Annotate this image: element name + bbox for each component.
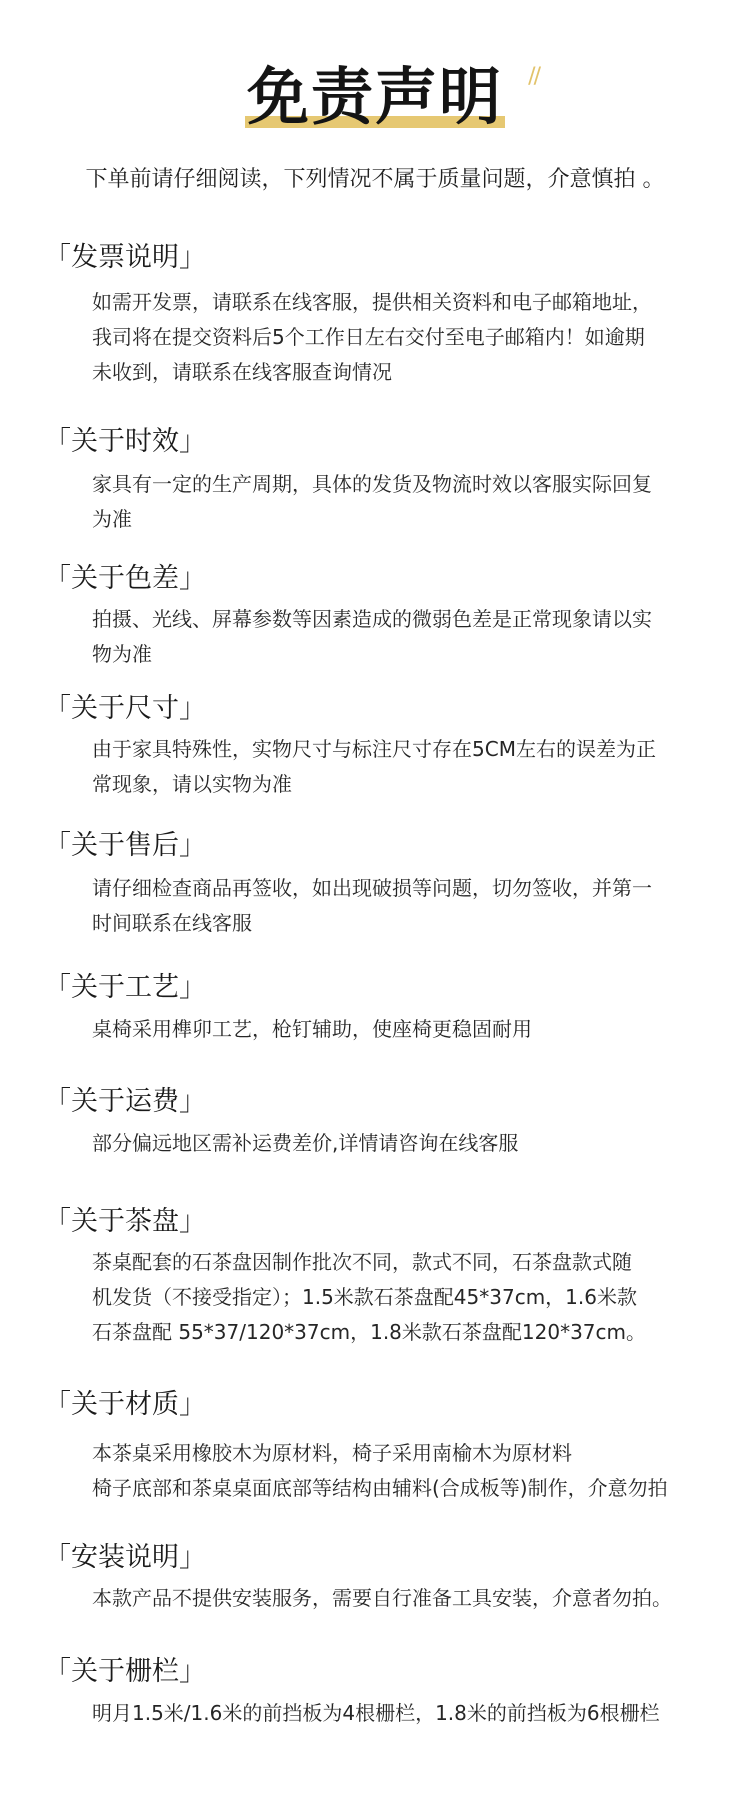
section-heading: 「关于运费」 bbox=[44, 1086, 206, 1117]
section-heading: 「关于售后」 bbox=[44, 830, 206, 861]
section-body bbox=[92, 1126, 712, 1161]
body-line: 为准 bbox=[92, 507, 132, 531]
page-title-text: 免责声明 bbox=[246, 60, 503, 133]
body-line: 我司将在提交资料后5个工作日左右交付至电子邮箱内！如逾期 bbox=[92, 325, 645, 349]
body-line: 明月1.5米/1.6米的前挡板为4根栅栏，1.8米的前挡板为6根栅栏 bbox=[92, 1701, 660, 1725]
title-area bbox=[0, 60, 750, 134]
body-line: 部分偏远地区需补运费差价,详情请咨询在线客服 bbox=[92, 1131, 519, 1155]
body-line: 未收到，请联系在线客服查询情况 bbox=[92, 360, 392, 384]
section-heading: 「关于茶盘」 bbox=[44, 1206, 206, 1237]
section-body bbox=[92, 1245, 712, 1350]
section-body bbox=[92, 1581, 712, 1616]
body-line: 时间联系在线客服 bbox=[92, 911, 252, 935]
body-line: 如需开发票，请联系在线客服，提供相关资料和电子邮箱地址， bbox=[92, 290, 652, 314]
body-line: 常现象，请以实物为准 bbox=[92, 772, 292, 796]
section-body bbox=[92, 1696, 712, 1731]
section-heading: 「关于色差」 bbox=[44, 563, 206, 594]
body-line: 本款产品不提供安装服务，需要自行准备工具安装，介意者勿拍。 bbox=[92, 1586, 672, 1610]
section-body bbox=[92, 732, 712, 802]
title-slash-decoration: // bbox=[528, 64, 539, 89]
body-line: 机发货（不接受指定）；1.5米款石茶盘配45*37cm，1.6米款 bbox=[92, 1285, 637, 1309]
section-body bbox=[92, 285, 712, 390]
body-line: 请仔细检查商品再签收，如出现破损等问题，切勿签收，并第一 bbox=[92, 876, 652, 900]
body-line: 由于家具特殊性，实物尺寸与标注尺寸存在5CM左右的误差为正 bbox=[92, 737, 656, 761]
body-line: 本茶桌采用橡胶木为原材料，椅子采用南榆木为原材料 bbox=[92, 1441, 572, 1465]
section-heading: 「关于尺寸」 bbox=[44, 693, 206, 724]
body-line: 物为准 bbox=[92, 642, 152, 666]
intro-text: 下单前请仔细阅读，下列情况不属于质量问题，介意慎拍 。 bbox=[85, 167, 665, 192]
body-line: 拍摄、光线、屏幕参数等因素造成的微弱色差是正常现象请以实 bbox=[92, 607, 652, 631]
section-body bbox=[92, 871, 712, 941]
section-heading: 「关于材质」 bbox=[44, 1389, 206, 1420]
body-line: 家具有一定的生产周期，具体的发货及物流时效以客服实际回复 bbox=[92, 472, 652, 496]
section-heading: 「关于时效」 bbox=[44, 426, 206, 457]
section-heading: 「关于工艺」 bbox=[44, 972, 206, 1003]
body-line: 椅子底部和茶桌桌面底部等结构由辅料(合成板等)制作，介意勿拍 bbox=[92, 1476, 668, 1500]
section-heading: 「关于栅栏」 bbox=[44, 1656, 206, 1687]
section-heading: 「安装说明」 bbox=[44, 1542, 206, 1573]
page-title bbox=[241, 60, 539, 134]
body-line: 茶桌配套的石茶盘因制作批次不同，款式不同，石茶盘款式随 bbox=[92, 1250, 632, 1274]
section-body bbox=[92, 1436, 712, 1506]
body-line: 石茶盘配 55*37/120*37cm，1.8米款石茶盘配120*37cm。 bbox=[92, 1320, 647, 1344]
section-body bbox=[92, 1012, 712, 1047]
section-body bbox=[92, 602, 712, 672]
section-body bbox=[92, 467, 712, 537]
body-line: 桌椅采用榫卯工艺，枪钉辅助，使座椅更稳固耐用 bbox=[92, 1017, 532, 1041]
section-heading: 「发票说明」 bbox=[44, 242, 206, 273]
